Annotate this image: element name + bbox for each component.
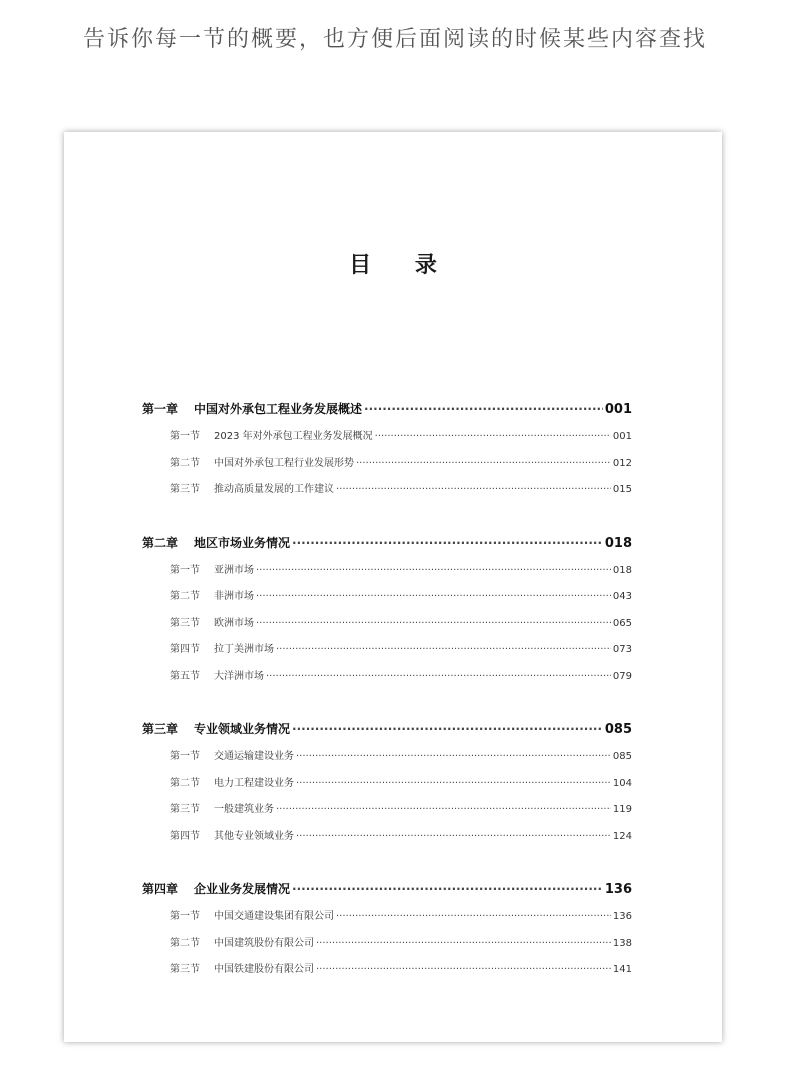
chapter-entry[interactable] [142, 720, 632, 747]
section-number: 第二节 [170, 777, 200, 789]
section-page-number: 018 [612, 564, 632, 576]
dot-leader [356, 458, 611, 469]
section-title: 一般建筑业务 [214, 804, 274, 815]
dot-leader [266, 671, 611, 682]
chapter-number: 第一章 [142, 402, 179, 416]
section-title: 交通运输建设业务 [214, 751, 294, 762]
section-number: 第二节 [170, 457, 200, 469]
section-entry[interactable] [142, 561, 632, 588]
section-title: 亚洲市场 [214, 564, 254, 576]
chapter-entry[interactable] [142, 880, 632, 907]
dot-leader [276, 644, 611, 655]
chapter-page-number: 136 [604, 882, 632, 897]
toc-chapter [142, 534, 632, 694]
dot-leader [276, 804, 611, 815]
toc-chapter [142, 880, 632, 987]
chapter-page-number: 001 [604, 402, 632, 417]
section-title: 2023 年对外承包工程业务发展概况 [214, 431, 373, 442]
chapter-number: 第三章 [142, 722, 179, 736]
dot-leader [316, 964, 611, 975]
toc-chapter [142, 720, 632, 853]
dot-leader [375, 431, 611, 442]
chapter-page-number: 018 [604, 535, 632, 551]
section-entry[interactable] [142, 454, 632, 481]
section-title: 欧洲市场 [214, 617, 254, 629]
section-number: 第五节 [170, 670, 200, 682]
section-number: 第四节 [170, 644, 200, 655]
section-page-number: 119 [612, 804, 632, 815]
section-entry[interactable] [142, 427, 632, 454]
section-page-number: 015 [612, 484, 632, 495]
section-number: 第三节 [170, 804, 200, 815]
section-page-number: 043 [612, 591, 632, 602]
section-entry[interactable] [142, 907, 632, 934]
toc-title: 目 录 [349, 252, 455, 278]
section-title: 中国对外承包工程行业发展形势 [214, 457, 354, 469]
section-page-number: 012 [612, 457, 632, 469]
section-page-number: 079 [612, 670, 632, 682]
dot-leader [296, 831, 611, 842]
section-title: 中国交通建设集团有限公司 [214, 911, 334, 922]
section-entry[interactable] [142, 480, 632, 507]
chapter-title: 企业业务发展情况 [194, 882, 291, 896]
section-page-number: 073 [612, 644, 632, 655]
dot-leader [336, 911, 611, 922]
dot-leader [292, 722, 603, 736]
dot-leader [256, 618, 611, 629]
section-title: 其他专业领域业务 [214, 830, 294, 842]
toc-chapter [142, 400, 632, 507]
section-number: 第一节 [170, 751, 200, 762]
section-title: 大洋洲市场 [214, 670, 264, 682]
section-entry[interactable] [142, 747, 632, 774]
section-title: 电力工程建设业务 [214, 777, 294, 789]
chapter-number: 第二章 [142, 535, 179, 550]
section-page-number: 001 [612, 431, 632, 442]
chapter-title: 中国对外承包工程业务发展概述 [194, 402, 363, 416]
section-number: 第三节 [170, 617, 200, 629]
section-number: 第一节 [170, 431, 200, 442]
section-page-number: 136 [612, 911, 632, 922]
section-title: 中国铁建股份有限公司 [214, 964, 314, 975]
section-number: 第三节 [170, 964, 200, 975]
section-title: 推动高质量发展的工作建议 [214, 484, 334, 495]
section-page-number: 138 [612, 937, 632, 949]
dot-leader [336, 484, 611, 495]
section-page-number: 065 [612, 617, 632, 629]
dot-leader [292, 536, 603, 550]
section-page-number: 085 [612, 751, 632, 762]
dot-leader [316, 938, 611, 949]
page-caption: 告诉你每一节的概要，也方便后面阅读的时候某些内容查找 [82, 27, 707, 52]
dot-leader [296, 778, 611, 789]
chapter-title: 地区市场业务情况 [194, 535, 291, 550]
section-number: 第四节 [170, 830, 200, 842]
dot-leader [256, 591, 611, 602]
chapter-number: 第四章 [142, 882, 179, 896]
dot-leader [256, 565, 611, 576]
section-title: 非洲市场 [214, 591, 254, 602]
section-page-number: 124 [612, 830, 632, 842]
chapter-entry[interactable] [142, 400, 632, 427]
section-entry[interactable] [142, 827, 632, 854]
dot-leader [292, 882, 603, 896]
section-entry[interactable] [142, 640, 632, 667]
section-title: 中国建筑股份有限公司 [214, 937, 314, 949]
chapter-entry[interactable] [142, 534, 632, 561]
section-number: 第二节 [170, 937, 200, 949]
section-entry[interactable] [142, 587, 632, 614]
table-of-contents [142, 400, 632, 1014]
section-entry[interactable] [142, 614, 632, 641]
chapter-page-number: 085 [604, 722, 632, 737]
dot-leader [364, 402, 603, 416]
chapter-title: 专业领域业务情况 [194, 722, 291, 736]
section-number: 第一节 [170, 564, 200, 576]
section-page-number: 141 [612, 964, 632, 975]
section-number: 第一节 [170, 911, 200, 922]
section-number: 第二节 [170, 591, 200, 602]
section-entry[interactable] [142, 934, 632, 961]
section-number: 第三节 [170, 484, 200, 495]
section-entry[interactable] [142, 960, 632, 987]
section-entry[interactable] [142, 774, 632, 801]
dot-leader [296, 751, 611, 762]
section-entry[interactable] [142, 667, 632, 694]
book-page [64, 132, 722, 1042]
section-title: 拉丁美洲市场 [214, 644, 274, 655]
section-entry[interactable] [142, 800, 632, 827]
section-page-number: 104 [612, 777, 632, 789]
